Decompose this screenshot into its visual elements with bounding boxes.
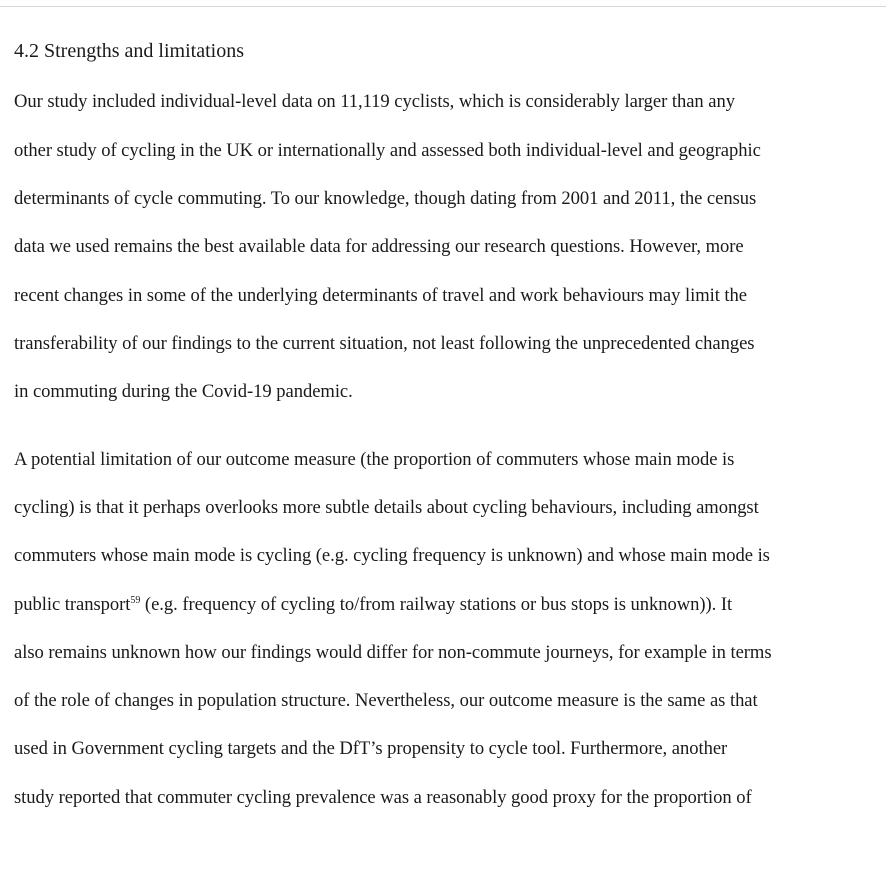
top-divider (0, 6, 886, 7)
text-line: transferability of our findings to the current situation, not least following the unprecedented changes (14, 333, 755, 354)
text-line: also remains unknown how our findings would differ for non-commute journeys, for example in terms (14, 642, 772, 663)
text-line-with-citation (14, 593, 732, 617)
text-line: data we used remains the best available data for addressing our research questions. However, more (14, 236, 744, 257)
text-line: Our study included individual-level data on 11,119 cyclists, which is considerably larger than any (14, 91, 735, 112)
text-line: study reported that commuter cycling prevalence was a reasonably good proxy for the proportion of (14, 787, 752, 808)
text-line: used in Government cycling targets and the DfT’s propensity to cycle tool. Furthermore, another (14, 738, 728, 759)
text-line: determinants of cycle commuting. To our knowledge, though dating from 2001 and 2011, the census (14, 188, 757, 209)
text-line: commuters whose main mode is cycling (e.g. cycling frequency is unknown) and whose main mode is (14, 545, 770, 566)
text-segment: public transport (14, 594, 131, 615)
section-heading: 4.2 Strengths and limitations (14, 40, 244, 62)
text-line: cycling) is that it perhaps overlooks more subtle details about cycling behaviours, including amongst (14, 497, 759, 518)
citation-superscript: 59 (130, 595, 141, 606)
text-line: other study of cycling in the UK or internationally and assessed both individual-level and geographic (14, 140, 761, 161)
text-line: in commuting during the Covid-19 pandemic. (14, 381, 353, 402)
text-line: of the role of changes in population structure. Nevertheless, our outcome measure is the same as that (14, 690, 758, 711)
text-line: A potential limitation of our outcome measure (the proportion of commuters whose main mode is (14, 449, 735, 470)
text-segment: (e.g. frequency of cycling to/from railway stations or bus stops is unknown)). It (140, 594, 733, 615)
text-line: recent changes in some of the underlying determinants of travel and work behaviours may limit the (14, 285, 747, 306)
